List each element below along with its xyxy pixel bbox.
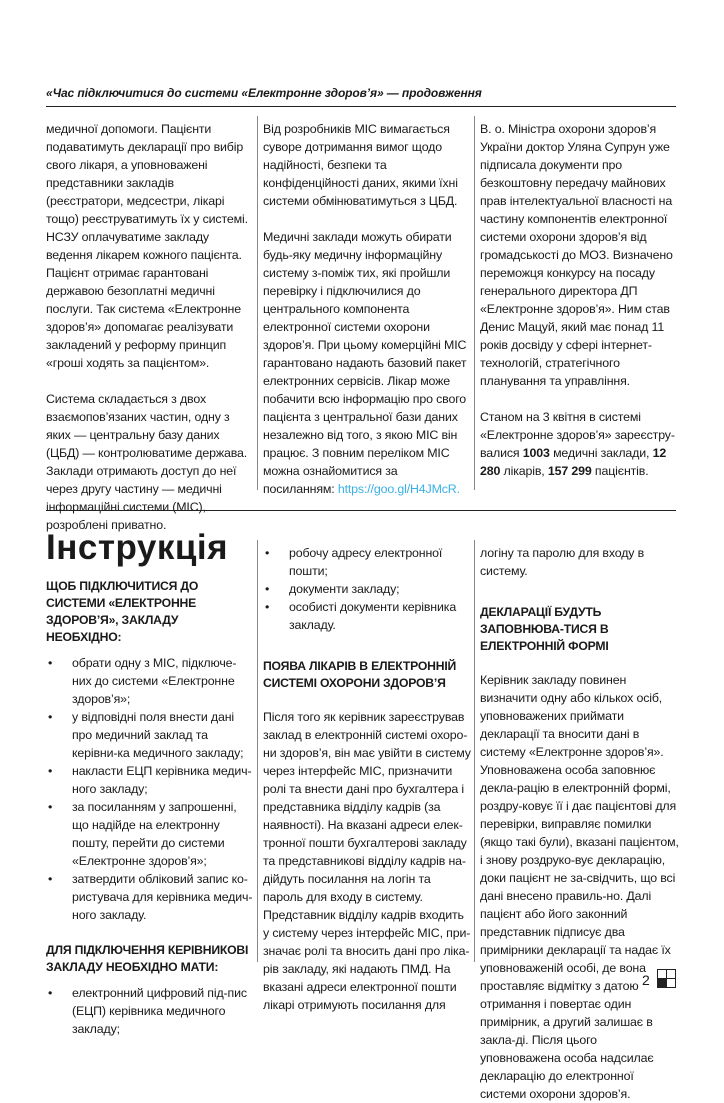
bullet-list <box>46 984 254 1038</box>
instr-column-3 <box>480 544 680 1103</box>
section-title: Інструкція <box>46 528 229 567</box>
stat-patients-label: пацієнтів. <box>594 464 649 478</box>
subheading: ПОЯВА ЛІКАРІВ В ЕЛЕКТРОННІЙ СИСТЕМІ ОХОРОНИ ЗДОРОВ’Я <box>263 659 457 690</box>
list-item: • документи закладу; <box>263 580 471 598</box>
list-item: • накласти ЕЦП керівника медич-ного закладу; <box>46 762 254 798</box>
paragraph: Представник відділу кадрів входить у систему через інтерфейс МІС, при-значає ролі та вносить дані про ліка-рів закладу, які надають ПМД. На вказані адреси електронної пошти лікарі отримують посилання для <box>263 908 471 1012</box>
mis-list-link[interactable]: https://goo.gl/H4JMcR. <box>337 482 460 496</box>
list-item: • робочу адресу електронної пошти; <box>263 544 471 580</box>
instr-column-1 <box>46 578 254 1056</box>
paragraph-text: Медичні заклади можуть обирати будь-яку медичну інформаційну систему з-поміж тих, які пройшли перевірку і підключилися до центрального компонента електронної системи охорони здоров’я. При цьому комерційні МІС гарантовано надають базовий пакет електронних сервісів. Лікар може побачити всю інформацію про свого пацієнта з центральної бази даних незалежно від того, з якою МІС він працює. З повним переліком МІС можна ознайомитися за посиланням: <box>263 230 467 496</box>
subheading: ДЛЯ ПІДКЛЮЧЕННЯ КЕРІВНИКОВІ ЗАКЛАДУ НЕОБХІДНО МАТИ: <box>46 943 249 974</box>
list-item: • особисті документи керівника закладу. <box>263 598 471 634</box>
section-rule <box>46 510 676 511</box>
grid-corner-icon <box>657 969 676 988</box>
top-column-3 <box>480 120 680 480</box>
subheading: ЩОБ ПІДКЛЮЧИТИСЯ ДО СИСТЕМИ «ЕЛЕКТРОННЕ ЗДОРОВ’Я», ЗАКЛАДУ НЕОБХІДНО: <box>46 579 199 644</box>
subheading: ДЕКЛАРАЦІЇ БУДУТЬ ЗАПОВНЮВА-ТИСЯ В ЕЛЕКТРОННІЙ ФОРМІ <box>480 605 609 653</box>
paragraph: медичної допомоги. Пацієнти подаватимуть декларації про вибір свого лікаря, а уповноважені представники закладів (реєстратори, медсестри, лікарі тощо) реєструватимуть їх у системі. НСЗУ оплачуватиме закладу ведення лікарем кожного пацієнта. Пацієнт отримає гарантовані державою безоплатні медичні послуги. Так система «Електронне здоров’я» допомагає реалізувати закладений у реформу принцип «гроші ходять за пацієнтом». <box>46 122 248 370</box>
paragraph: Керівник закладу повинен визначити одну або кількох осіб, уповноважених приймати декларації та вносити дані в систему «Електронне здоров’я». Уповноважена особа заповнює декла-рацію в електронній формі, роздру-ковує її і дає пацієнтові для перевірки, виправляє помилки (якщо такі були), вказані пацієнтом, і знову роздруко-вує декларацію, доки пацієнт не за-свідчить, що всі дані внесено правиль-но. Далі пацієнт або його законний представник підписує два примірники декларації та надає їх уповноваженій особі, де вона проставляє відмітку з датою отримання і повертає один примірник, а другий залишає в закла-ді. Після цього уповноважена особа надсилає декларацію до електронної системи охорони здоров’я. <box>480 673 679 1101</box>
instr-column-2 <box>263 544 471 1014</box>
stat-doctors-label: лікарів, <box>503 464 545 478</box>
top-column-1 <box>46 120 254 534</box>
stats-paragraph <box>480 408 680 480</box>
paragraph <box>263 228 471 498</box>
bullet-list <box>46 654 254 924</box>
column-divider <box>474 540 475 962</box>
paragraph: Після того як керівник зареєстрував заклад в електронній системі охоро-ни здоров’я, він має увійти в систему через інтерфейс МІС, призначити ролі та внести дані про бухгалтера і представника відділу кадрів (за наявності). На вказані адреси елек-тронної пошти бухгалтерові закладу та представникові відділу кадрів на-дійдуть посилання на логін та пароль для входу в систему. <box>263 710 471 904</box>
stat-facilities: 1003 <box>522 446 550 460</box>
stat-patients: 157 299 <box>547 464 592 478</box>
paragraph: В. о. Міністра охорони здоров’я України доктор Уляна Супрун уже підписала документи про безкоштовну передачу майнових прав інтелектуальної власності на частину компонентів електронної системи охорони здоров’я від громадськості до МОЗ. Визначено переможця конкурсу на посаду генерального директора ДП «Електронне здоров’я». Ним став Денис Мацуй, який має понад 11 років досвіду у сфері інтернет-технологій, стратегічного планування та управління. <box>480 122 673 388</box>
paragraph: Система складається з двох взаємопов’язаних частин, одну з яких — центральну базу даних (ЦБД) — контролюватиме держава. Заклади отримають доступ до неї через другу частину — медичні інформаційні системи (МІС), розроблені приватно. <box>46 392 248 532</box>
page-number: 2 <box>642 972 650 988</box>
column-divider <box>257 540 258 962</box>
list-item: • у відповідні поля внести дані про медичний заклад та керівни-ка медичного закладу; <box>46 708 254 762</box>
top-column-2 <box>263 120 471 498</box>
column-divider <box>474 116 475 490</box>
running-head: «Час підключитися до системи «Електронне здоров’я» — продовження <box>46 86 482 100</box>
column-divider <box>257 116 258 490</box>
paragraph: логіну та паролю для входу в систему. <box>480 546 645 578</box>
bullet-list <box>263 544 471 634</box>
header-rule <box>46 106 676 107</box>
list-item: • електронний цифровий під-пис (ЕЦП) керівника медичного закладу; <box>46 984 254 1038</box>
paragraph: Від розробників МІС вимагається суворе дотримання вимог щодо надійності, безпеки та конфіденційності даних, якими їхні системи обмінюватимуться з ЦБД. <box>263 122 458 208</box>
list-item: • обрати одну з МІС, підключе-них до системи «Електронне здоров’я»; <box>46 654 254 708</box>
stats-prefix: Станом на 3 квітня в системі «Електронне здоров’я» зареєстру-валися <box>480 410 675 460</box>
list-item: • за посиланням у запрошенні, що надійде на електронну пошту, перейти до системи «Електронне здоров’я»; <box>46 798 254 870</box>
stat-doctors: 12 280 <box>480 446 667 478</box>
list-item: • затвердити обліковий запис ко-ристувача для керівника медич-ного закладу. <box>46 870 254 924</box>
stat-facilities-label: медичні заклади, <box>553 446 650 460</box>
